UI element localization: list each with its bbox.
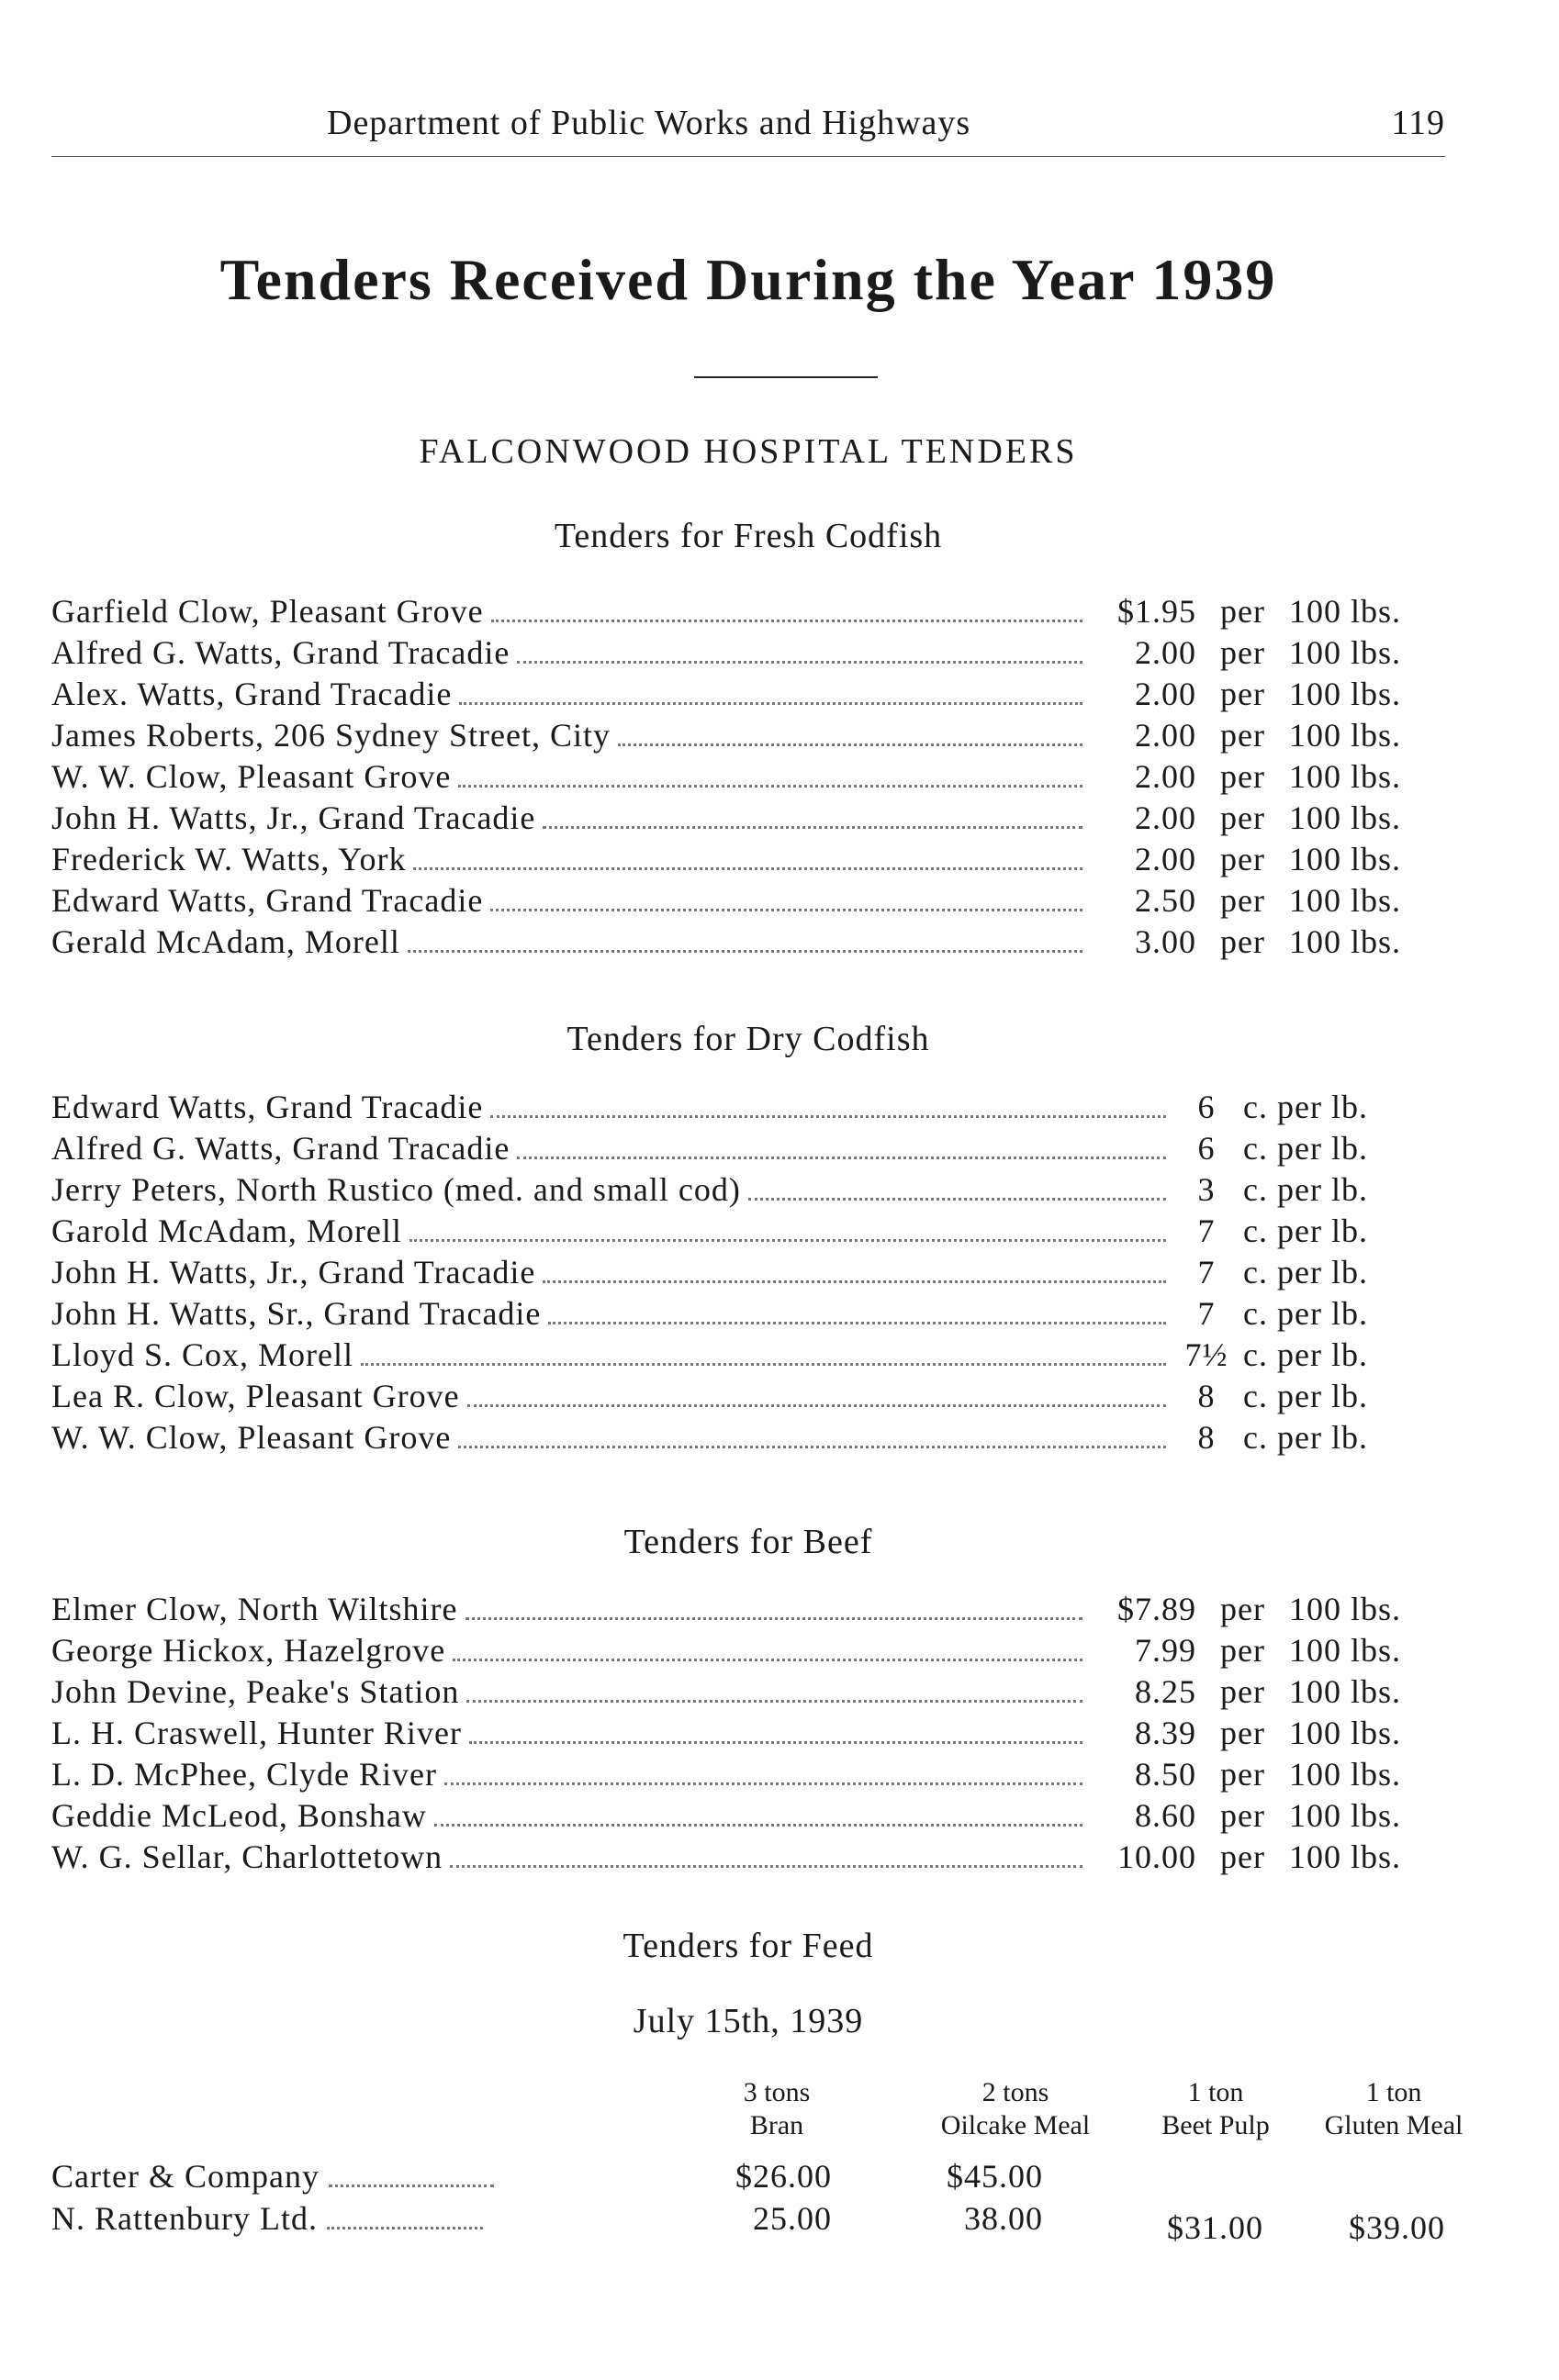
feed-price: $26.00	[735, 2158, 832, 2195]
per-label: per	[1220, 1673, 1265, 1710]
feed-price: $45.00	[947, 2158, 1043, 2195]
dot-leader	[408, 949, 1082, 953]
feed-column-header	[676, 2076, 878, 2142]
dot-leader	[459, 701, 1082, 705]
running-head-title: Department of Public Works and Highways	[327, 104, 971, 142]
table-row	[51, 799, 1445, 840]
per-label: per	[1220, 923, 1265, 960]
fresh-codfish-table	[51, 592, 1445, 964]
tender-price: $7.89	[1117, 1591, 1197, 1627]
table-row	[51, 922, 1445, 964]
dot-leader	[543, 825, 1082, 829]
price-unit: 100 lbs.	[1289, 923, 1402, 960]
feed-column-item: Oilcake Meal	[940, 2110, 1091, 2140]
price-unit: c. per lb.	[1243, 1378, 1368, 1414]
tender-price: 8	[1197, 1419, 1216, 1456]
dot-leader	[491, 619, 1082, 622]
table-row	[51, 1714, 1445, 1755]
tenderer-name: John H. Watts, Jr., Grand Tracadie	[51, 799, 536, 836]
table-row	[51, 1755, 1445, 1796]
price-unit: c. per lb.	[1243, 1336, 1368, 1373]
fresh-codfish-heading: Tenders for Fresh Codfish	[554, 517, 943, 555]
price-unit: c. per lb.	[1243, 1171, 1368, 1208]
section-subtitle: FALCONWOOD HOSPITAL TENDERS	[419, 432, 1078, 471]
table-row	[51, 1170, 1445, 1212]
table-row	[51, 881, 1445, 922]
price-unit: 100 lbs.	[1289, 1715, 1402, 1751]
running-head	[51, 103, 1445, 158]
per-label: per	[1220, 758, 1265, 795]
per-label: per	[1220, 1756, 1265, 1793]
dot-leader	[466, 1699, 1082, 1703]
dot-leader	[434, 1823, 1082, 1827]
page-title: Tenders Received During the Year 1939	[219, 247, 1277, 312]
tenderer-name: Lloyd S. Cox, Morell	[51, 1336, 354, 1373]
price-unit: c. per lb.	[1243, 1295, 1368, 1332]
price-unit: 100 lbs.	[1289, 717, 1402, 754]
tender-price: 7	[1197, 1295, 1216, 1332]
tender-price: 8.25	[1135, 1673, 1197, 1710]
dot-leader	[517, 660, 1082, 664]
dot-leader	[465, 1616, 1083, 1620]
dot-leader	[548, 1321, 1166, 1324]
feed-column-header	[914, 2076, 1116, 2142]
per-label: per	[1220, 634, 1265, 671]
tenderer-name: John Devine, Peake's Station	[51, 1673, 460, 1710]
tender-price: 8.39	[1135, 1715, 1197, 1751]
dot-leader	[458, 784, 1082, 788]
beef-heading: Tenders for Beef	[623, 1523, 873, 1561]
tenderer-name: Frederick W. Watts, York	[51, 841, 407, 877]
page-number: 119	[1391, 104, 1445, 142]
price-unit: c. per lb.	[1243, 1089, 1368, 1125]
feed-column-item: Gluten Meal	[1324, 2110, 1464, 2140]
table-row	[51, 1088, 1445, 1129]
tender-price: 7	[1197, 1254, 1216, 1291]
tender-price: 2.00	[1135, 717, 1197, 754]
feed-column-item: Beet Pulp	[1161, 2110, 1270, 2140]
tenderer-name: John H. Watts, Jr., Grand Tracadie	[51, 1254, 536, 1291]
price-unit: 100 lbs.	[1289, 799, 1402, 836]
tender-price: $1.95	[1117, 593, 1197, 630]
tenderer-name: Gerald McAdam, Morell	[51, 923, 400, 960]
tenderer-name: John H. Watts, Sr., Grand Tracadie	[51, 1295, 542, 1332]
tender-price: 2.00	[1135, 758, 1197, 795]
table-row	[51, 1377, 1445, 1418]
price-unit: 100 lbs.	[1289, 1673, 1402, 1710]
per-label: per	[1220, 1838, 1265, 1875]
feed-price: $31.00	[1167, 2209, 1263, 2246]
title-rule	[694, 376, 878, 378]
tenderer-name: L. D. McPhee, Clyde River	[51, 1756, 437, 1793]
price-unit: c. per lb.	[1243, 1130, 1368, 1167]
tenderer-name: Edward Watts, Grand Tracadie	[51, 882, 484, 919]
tender-price: 2.00	[1135, 634, 1197, 671]
price-unit: 100 lbs.	[1289, 676, 1402, 712]
feed-column-qty: 3 tons	[743, 2077, 811, 2107]
price-unit: c. per lb.	[1243, 1254, 1368, 1291]
tenderer-name: Alex. Watts, Grand Tracadie	[51, 676, 453, 712]
tenderer-name: Lea R. Clow, Pleasant Grove	[51, 1378, 460, 1414]
price-unit: 100 lbs.	[1289, 1838, 1402, 1875]
per-label: per	[1220, 1797, 1265, 1834]
table-row	[51, 840, 1445, 881]
price-unit: 100 lbs.	[1289, 841, 1402, 877]
dot-leader	[453, 1658, 1082, 1661]
feed-column-qty: 1 ton	[1365, 2077, 1422, 2107]
price-unit: 100 lbs.	[1289, 1797, 1402, 1834]
tenderer-name: Garold McAdam, Morell	[51, 1212, 402, 1249]
feed-column-item: Bran	[749, 2110, 804, 2140]
tender-price: 8.50	[1135, 1756, 1197, 1793]
tender-price: 2.50	[1135, 882, 1197, 919]
tenderer-name: W. W. Clow, Pleasant Grove	[51, 758, 452, 795]
dot-leader	[458, 1445, 1166, 1448]
price-unit: 100 lbs.	[1289, 758, 1402, 795]
dot-leader	[409, 1238, 1166, 1242]
tender-price: 8	[1197, 1378, 1216, 1414]
tenderer-name: Alfred G. Watts, Grand Tracadie	[51, 1130, 510, 1167]
per-label: per	[1220, 593, 1265, 630]
table-row	[51, 1590, 1445, 1631]
table-row	[51, 1253, 1445, 1294]
per-label: per	[1220, 1715, 1265, 1751]
dot-leader	[329, 2184, 494, 2187]
dot-leader	[413, 866, 1082, 870]
feed-heading: Tenders for Feed	[622, 1927, 874, 1965]
table-row	[51, 1672, 1445, 1714]
table-row	[51, 633, 1445, 675]
table-row	[51, 757, 1445, 799]
dot-leader	[327, 2227, 483, 2229]
dot-leader	[444, 1782, 1082, 1785]
feed-price: 25.00	[753, 2200, 832, 2237]
per-label: per	[1220, 841, 1265, 877]
tenderer-name: W. G. Sellar, Charlottetown	[51, 1838, 443, 1875]
per-label: per	[1220, 882, 1265, 919]
dot-leader	[467, 1403, 1166, 1407]
per-label: per	[1220, 676, 1265, 712]
dot-leader	[517, 1156, 1166, 1159]
dot-leader	[748, 1197, 1166, 1201]
beef-table	[51, 1590, 1445, 1879]
table-row	[51, 1294, 1445, 1335]
tenderer-name: W. W. Clow, Pleasant Grove	[51, 1419, 452, 1456]
tender-price: 8.60	[1135, 1797, 1197, 1834]
dot-leader	[618, 743, 1082, 746]
tenderer-name: L. H. Craswell, Hunter River	[51, 1715, 462, 1751]
tender-price: 7	[1197, 1212, 1216, 1249]
table-row	[51, 1631, 1445, 1672]
per-label: per	[1220, 799, 1265, 836]
dry-codfish-table	[51, 1088, 1445, 1459]
table-row	[51, 1129, 1445, 1170]
tender-price: 3.00	[1135, 923, 1197, 960]
tender-price: 3	[1197, 1171, 1216, 1208]
price-unit: 100 lbs.	[1289, 1632, 1402, 1669]
dry-codfish-heading: Tenders for Dry Codfish	[566, 1020, 930, 1058]
price-unit: 100 lbs.	[1289, 1591, 1402, 1627]
dot-leader	[490, 908, 1082, 911]
tenderer-name: Elmer Clow, North Wiltshire	[51, 1591, 458, 1627]
per-label: per	[1220, 1591, 1265, 1627]
tenderer-name: Alfred G. Watts, Grand Tracadie	[51, 634, 510, 671]
tender-price: 6	[1197, 1130, 1216, 1167]
tenderer-name: James Roberts, 206 Sydney Street, City	[51, 717, 611, 754]
tender-price: 2.00	[1135, 676, 1197, 712]
feed-column-header	[1293, 2076, 1495, 2142]
table-row	[51, 1335, 1445, 1377]
tenderer-name: Jerry Peters, North Rustico (med. and small cod)	[51, 1171, 741, 1208]
tender-price: 2.00	[1135, 799, 1197, 836]
price-unit: 100 lbs.	[1289, 882, 1402, 919]
feed-price: $39.00	[1349, 2209, 1445, 2246]
tender-price: 7½	[1184, 1336, 1228, 1373]
tenderer-name: Geddie McLeod, Bonshaw	[51, 1797, 427, 1834]
dot-leader	[361, 1362, 1166, 1366]
dot-leader	[450, 1864, 1082, 1868]
table-row	[51, 675, 1445, 716]
dot-leader	[543, 1279, 1166, 1283]
table-row	[51, 592, 1445, 633]
table-row	[51, 1838, 1445, 1879]
per-label: per	[1220, 717, 1265, 754]
table-row	[51, 716, 1445, 757]
dot-leader	[469, 1740, 1082, 1744]
tenderer-name: Carter & Company	[51, 2158, 320, 2195]
tender-price: 2.00	[1135, 841, 1197, 877]
tenderer-name: Garfield Clow, Pleasant Grove	[51, 593, 484, 630]
dot-leader	[490, 1114, 1166, 1118]
tenderer-name: George Hickox, Hazelgrove	[51, 1632, 446, 1669]
feed-column-header	[1115, 2076, 1317, 2142]
per-label: per	[1220, 1632, 1265, 1669]
price-unit: c. per lb.	[1243, 1419, 1368, 1456]
price-unit: c. per lb.	[1243, 1212, 1368, 1249]
feed-date: July 15th, 1939	[633, 2002, 864, 2040]
price-unit: 100 lbs.	[1289, 634, 1402, 671]
feed-column-qty: 1 ton	[1187, 2077, 1244, 2107]
table-row	[51, 1796, 1445, 1838]
tender-price: 7.99	[1135, 1632, 1197, 1669]
tender-price: 10.00	[1117, 1838, 1197, 1875]
price-unit: 100 lbs.	[1289, 1756, 1402, 1793]
table-row	[51, 1418, 1445, 1459]
feed-price: 38.00	[964, 2200, 1043, 2237]
tender-price: 6	[1197, 1089, 1216, 1125]
feed-column-qty: 2 tons	[981, 2077, 1049, 2107]
tenderer-name: Edward Watts, Grand Tracadie	[51, 1089, 484, 1125]
header-rule	[51, 156, 1445, 157]
price-unit: 100 lbs.	[1289, 593, 1402, 630]
table-row	[51, 1212, 1445, 1253]
tenderer-name: N. Rattenbury Ltd.	[51, 2200, 318, 2237]
